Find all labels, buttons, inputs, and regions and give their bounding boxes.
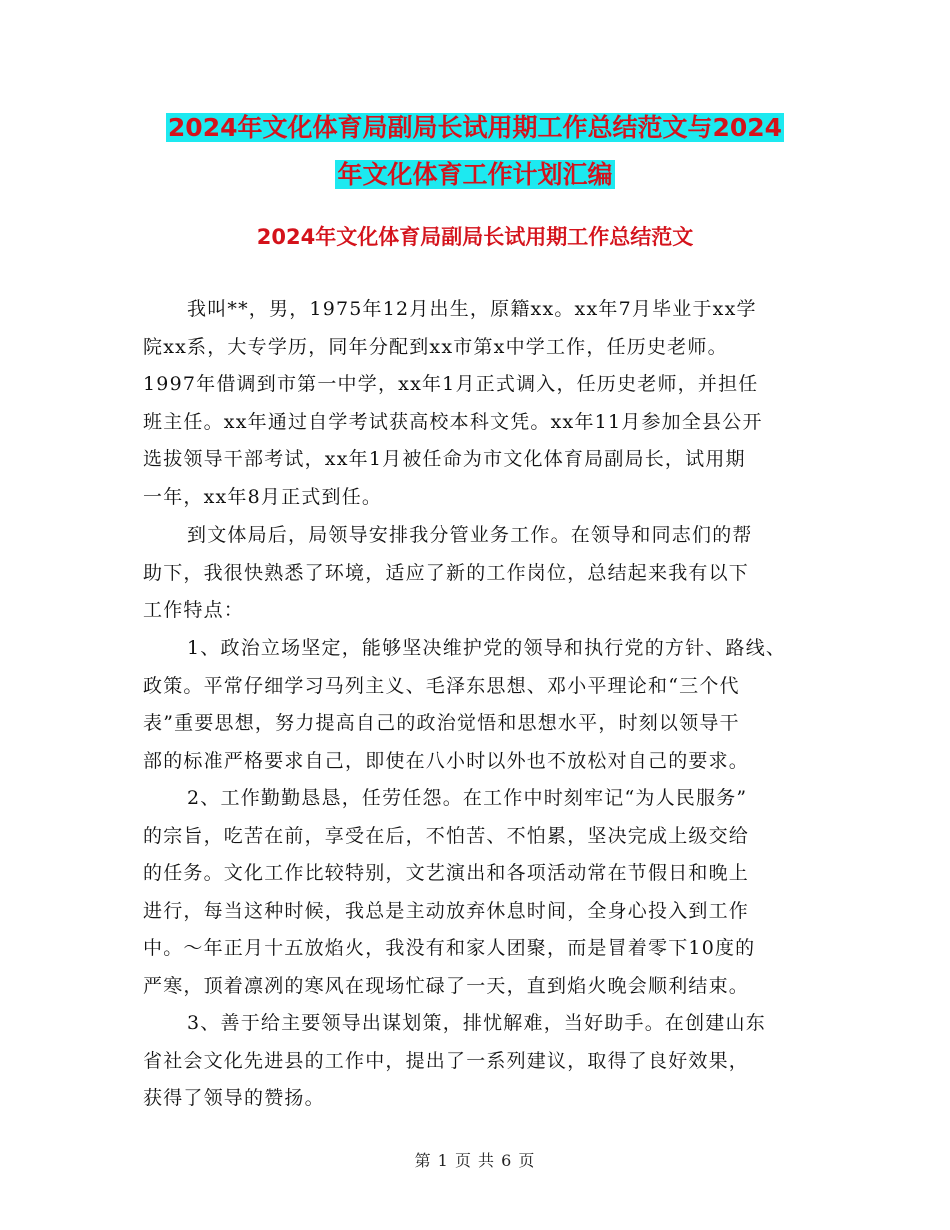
text-line: 班主任。xx年通过自学考试获高校本科文凭。xx年11月参加全县公开 xyxy=(143,410,763,433)
paragraph-1 xyxy=(143,291,833,517)
title-line-1: 2024年文化体育局副局长试用期工作总结范文与2024 xyxy=(167,113,783,142)
text-line: 中。～年正月十五放焰火，我没有和家人团聚，而是冒着零下10度的 xyxy=(143,937,756,960)
text-line: 选拔领导干部考试，xx年1月被任命为市文化体育局副局长，试用期 xyxy=(143,448,746,471)
title-line-2: 年文化体育工作计划汇编 xyxy=(337,160,613,189)
paragraph-2 xyxy=(143,517,833,630)
text-line: 1、政治立场坚定，能够坚决维护党的领导和执行党的方针、路线、 xyxy=(187,637,787,659)
text-line: 助下，我很快熟悉了环境，适应了新的工作岗位，总结起来我有以下 xyxy=(143,561,750,584)
text-line: 3、善于给主要领导出谋划策，排忧解难，当好助手。在创建山东 xyxy=(187,1012,766,1034)
text-line: 2、工作勤勤恳恳，任劳任怨。在工作中时刻牢记“为人民服务” xyxy=(187,787,748,809)
text-line: 1997年借调到市第一中学，xx年1月正式调入，任历史老师，并担任 xyxy=(143,373,759,396)
text-line: 一年，xx年8月正式到任。 xyxy=(143,485,383,508)
text-line: 获得了领导的赞扬。 xyxy=(143,1087,325,1110)
text-line: 进行，每当这种时候，我总是主动放弃休息时间，全身心投入到工作 xyxy=(143,899,750,922)
text-line: 表”重要思想，努力提高自己的政治觉悟和思想水平，时刻以领导干 xyxy=(143,712,740,735)
text-line: 的任务。文化工作比较特别，文艺演出和各项活动常在节假日和晚上 xyxy=(143,862,750,885)
text-line: 政策。平常仔细学习马列主义、毛泽东思想、邓小平理论和“三个代 xyxy=(143,674,740,697)
text-line: 省社会文化先进县的工作中，提出了一系列建议，取得了良好效果， xyxy=(143,1049,750,1072)
text-line: 严寒，顶着凛冽的寒风在现场忙碌了一天，直到焰火晚会顺利结束。 xyxy=(143,974,750,997)
text-line: 工作特点： xyxy=(143,599,245,622)
paragraph-4 xyxy=(143,780,833,1006)
text-line: 我叫**，男，1975年12月出生，原籍xx。xx年7月毕业于xx学 xyxy=(187,298,757,320)
text-line: 到文体局后，局领导安排我分管业务工作。在领导和同志们的帮 xyxy=(187,524,753,546)
page-footer: 第 1 页 共 6 页 xyxy=(414,1151,536,1170)
text-line: 的宗旨，吃苦在前，享受在后，不怕苦、不怕累，坚决完成上级交给 xyxy=(143,824,750,847)
paragraph-5 xyxy=(143,1005,833,1118)
text-line: 部的标准严格要求自己，即使在八小时以外也不放松对自己的要求。 xyxy=(143,749,750,772)
document-title xyxy=(0,112,950,191)
section-heading: 2024年文化体育局副局长试用期工作总结范文 xyxy=(256,225,694,249)
paragraph-3 xyxy=(143,630,833,780)
text-line: 院xx系，大专学历，同年分配到xx市第x中学工作，任历史老师。 xyxy=(143,335,728,358)
